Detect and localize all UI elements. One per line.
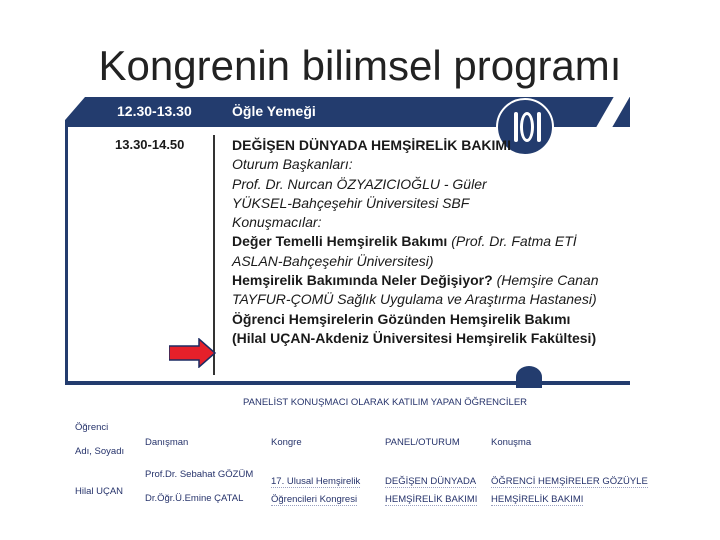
session-line: Hemşirelik Bakımında Neler Değişiyor? (Hemşire Canan [232,272,599,289]
session-line: Oturum Başkanları: [232,156,353,173]
session-line: Konuşmacılar: [232,214,322,231]
cell-advisor-1: Prof.Dr. Sebahat GÖZÜM [145,469,254,480]
cell-talk-1: ÖĞRENCİ HEMŞİRELER GÖZÜYLE [491,476,648,487]
cell-panel-2: HEMŞİRELİK BAKIMI [385,494,478,505]
session-line: ASLAN-Bahçeşehir Üniversitesi) [232,252,434,269]
session-line: (Hilal UÇAN-Akdeniz Üniversitesi Hemşirelik Fakültesi) [232,329,597,346]
session-line: Prof. Dr. Nurcan ÖZYAZICIOĞLU - Güler [232,175,487,192]
band-chevron [59,97,85,127]
lunch-time: 12.30-13.30 [117,103,192,119]
session-time: 13.30-14.50 [115,137,185,152]
header-student: Öğrenci [75,422,109,433]
cell-congress-2: Öğrencileri Kongresi [271,494,358,505]
header-advisor: Danışman [145,437,189,448]
program-screenshot [65,97,630,384]
band-slash [596,97,629,127]
session-line: DEĞİŞEN DÜNYADA HEMŞİRELİK BAKIMI [232,137,511,153]
red-arrow-icon [169,338,217,368]
cell-student: Hilal UÇAN [75,486,124,497]
session-details [232,136,627,348]
session-line: Öğrenci Hemşirelerin Gözünden Hemşirelik Bakımı [232,310,571,327]
cell-congress-1: 17. Ulusal Hemşirelik [271,476,361,487]
lunch-label: Öğle Yemeği [232,103,316,119]
header-panel: PANEL/OTURUM [385,437,460,448]
header-talk: Konuşma [491,437,532,448]
header-congress: Kongre [271,437,302,448]
cell-advisor-2: Dr.Öğr.Ü.Emine ÇATAL [145,493,244,504]
fork-knife-plate-icon [516,366,542,388]
students-table [65,390,665,540]
bottom-band [65,381,630,385]
slide-title: Kongrenin bilimsel programı [98,42,622,89]
table-title: PANELİST KONUŞMACI OLARAK KATILIM YAPAN ÖĞRENCİLER [243,397,528,408]
cell-panel-1: DEĞİŞEN DÜNYADA [385,476,477,487]
frame-edge [65,127,68,384]
header-student-name: Adı, Soyadı [75,446,125,457]
session-line: YÜKSEL-Bahçeşehir Üniversitesi SBF [232,194,470,211]
session-line: Değer Temelli Hemşirelik Bakımı (Prof. Dr. Fatma ETİ [232,233,577,250]
session-line: TAYFUR-ÇOMÜ Sağlık Uygulama ve Araştırma Hastanesi) [232,291,597,308]
cell-talk-2: HEMŞİRELİK BAKIMI [491,494,584,505]
